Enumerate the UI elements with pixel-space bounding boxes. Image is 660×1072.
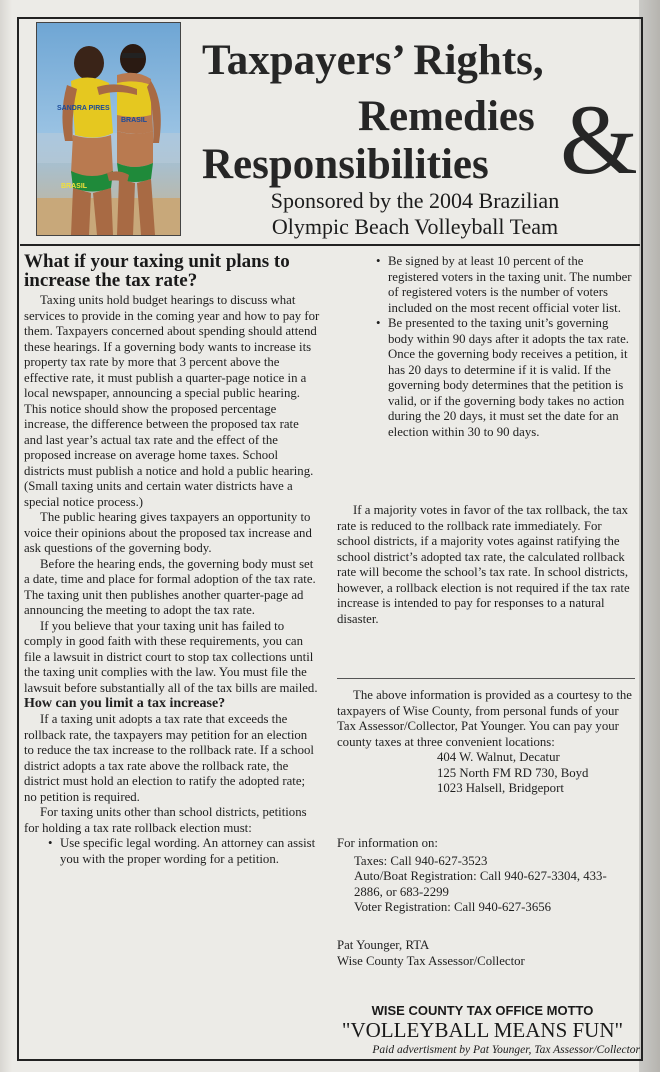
jersey-country-text: BRASIL <box>61 183 88 190</box>
photo-illustration <box>37 23 180 235</box>
info-auto-boat: Auto/Boat Registration: Call 940-627-3304, 433-2886, or 683-2299 <box>354 869 607 899</box>
location-2: 125 North FM RD 730, Boyd <box>437 765 589 780</box>
volleyball-photo <box>36 22 181 236</box>
signature-name: Pat Younger, RTA <box>337 938 430 952</box>
location-1: 404 W. Walnut, Decatur <box>437 750 560 764</box>
paragraph-lawsuit: If you believe that your taxing unit has failed to comply in good faith with these requirements, you can file a lawsuit in district court to stop tax collections until the taxing unit complies with the law. You must file the lawsuit before substantially all of the tax bills are mailed. <box>24 618 318 695</box>
title-line-2: Remedies <box>358 93 535 140</box>
bullet-signed-voters: • Be signed by at least 10 percent of the registered voters in the taxing unit. The number of registered voters is the number of voters included on the most recent official voter list. <box>374 254 636 316</box>
sponsor-line-2: Olympic Beach Volleyball Team <box>271 214 559 239</box>
title-ampersand: & <box>560 84 638 195</box>
signature-block <box>337 938 635 969</box>
right-column-bullets <box>374 254 636 440</box>
paragraph-rollback: If a taxing unit adopts a tax rate that exceeds the rollback rate, the taxpayers may petition for an election to reduce the tax increase to the rollback rate. If a school district adopts a tax rate above the rollback rate, the district must hold an election to ratify the adopted rate; no petition is required. <box>24 712 314 804</box>
title-divider <box>20 244 640 246</box>
section-heading-limit: How can you limit a tax increase? <box>24 696 226 711</box>
signature-title: Wise County Tax Assessor/Collector <box>337 953 525 968</box>
info-voter: Voter Registration: Call 940-627-3656 <box>354 900 552 914</box>
title-line-3: Responsibilities <box>202 141 489 188</box>
paragraph-hearing-ends: Before the hearing ends, the governing body must set a date, time and place for formal adoption of the tax rate. The taxing unit then publishes another quarter-page ad announcing the meeting to adopt the tax rate. <box>24 556 316 617</box>
info-label: For information on: <box>337 836 438 850</box>
jersey-name-text: SANDRA PIRES <box>57 105 110 112</box>
section-heading-increase: What if your taxing unit plans to increase the tax rate? <box>24 251 290 291</box>
paragraph-petitions: For taxing units other than school districts, petitions for holding a tax rate rollback election must: <box>24 805 307 835</box>
info-taxes: Taxes: Call 940-627-3523 <box>354 853 488 868</box>
paragraph-budget-hearings: Taxing units hold budget hearings to discuss what services to provide in the coming year and how to pay for them. Taxpayers concerned about spending should attend these hearings. If a governing body wants to increase its property tax rate by more that 3 percent above the effective rate, it must publish a quarter-page notice in a local newspaper, announcing a special public hearing. This notice should show the proposed percentage increase, the difference between the proposed tax rate and last year’s actual tax rate and the effect of the proposed increase on average home taxes. School districts must publish a notice and hold a public hearing. (Small taxing units and certain water districts have a special notice process.) <box>24 293 320 509</box>
location-3: 1023 Halsell, Bridgeport <box>437 781 564 795</box>
info-section <box>337 836 635 916</box>
right-column-rollback <box>337 503 635 627</box>
paid-ad-notice: Paid advertisment by Pat Younger, Tax Assessor/Collector <box>372 1044 640 1056</box>
title-line-1: Taxpayers’ Rights, <box>202 37 544 84</box>
left-column <box>24 252 320 867</box>
paragraph-public-hearing: The public hearing gives taxpayers an opportunity to voice their opinions about the proposed tax increase and ask questions of the governing body. <box>24 510 312 555</box>
section-separator <box>337 678 635 679</box>
motto-text: "VOLLEYBALL MEANS FUN" <box>341 1018 624 1042</box>
bullet-presented: • Be presented to the taxing unit’s governing body within 90 days after it adopts the tax rate. Once the governing body receives a petition, it has 20 days to determine if it is valid. If the governing body determines that the petition is valid, or if the governing body takes no action during the 20 days, it must set the date for an election within 30 to 90 days. <box>374 316 636 440</box>
motto-label: WISE COUNTY TAX OFFICE MOTTO <box>371 1003 594 1018</box>
paragraph-majority-votes: If a majority votes in favor of the tax rollback, the tax rate is reduced to the rollback rate immediately. For school districts, if a majority votes against ratifying the school district’s adopted tax rate, the calculated rollback rate will become the school’s tax rate. In school districts, however, a rollback election is not required if the tax rate increase is intended to pay for responses to a natural disaster. <box>337 503 630 626</box>
bullet-legal-wording: • Use specific legal wording. An attorney can assist you with the proper wording for a petition. <box>46 836 320 867</box>
jersey-country-text-2: BRASIL <box>121 117 148 124</box>
paragraph-courtesy: The above information is provided as a courtesy to the taxpayers of Wise County, from personal funds of your Tax Assessor/Collector, Pat Younger. You can pay your county taxes at three convenient locations: <box>337 688 632 749</box>
right-column-courtesy <box>337 688 635 797</box>
sponsor-line-1: Sponsored by the 2004 Brazilian <box>270 188 560 213</box>
